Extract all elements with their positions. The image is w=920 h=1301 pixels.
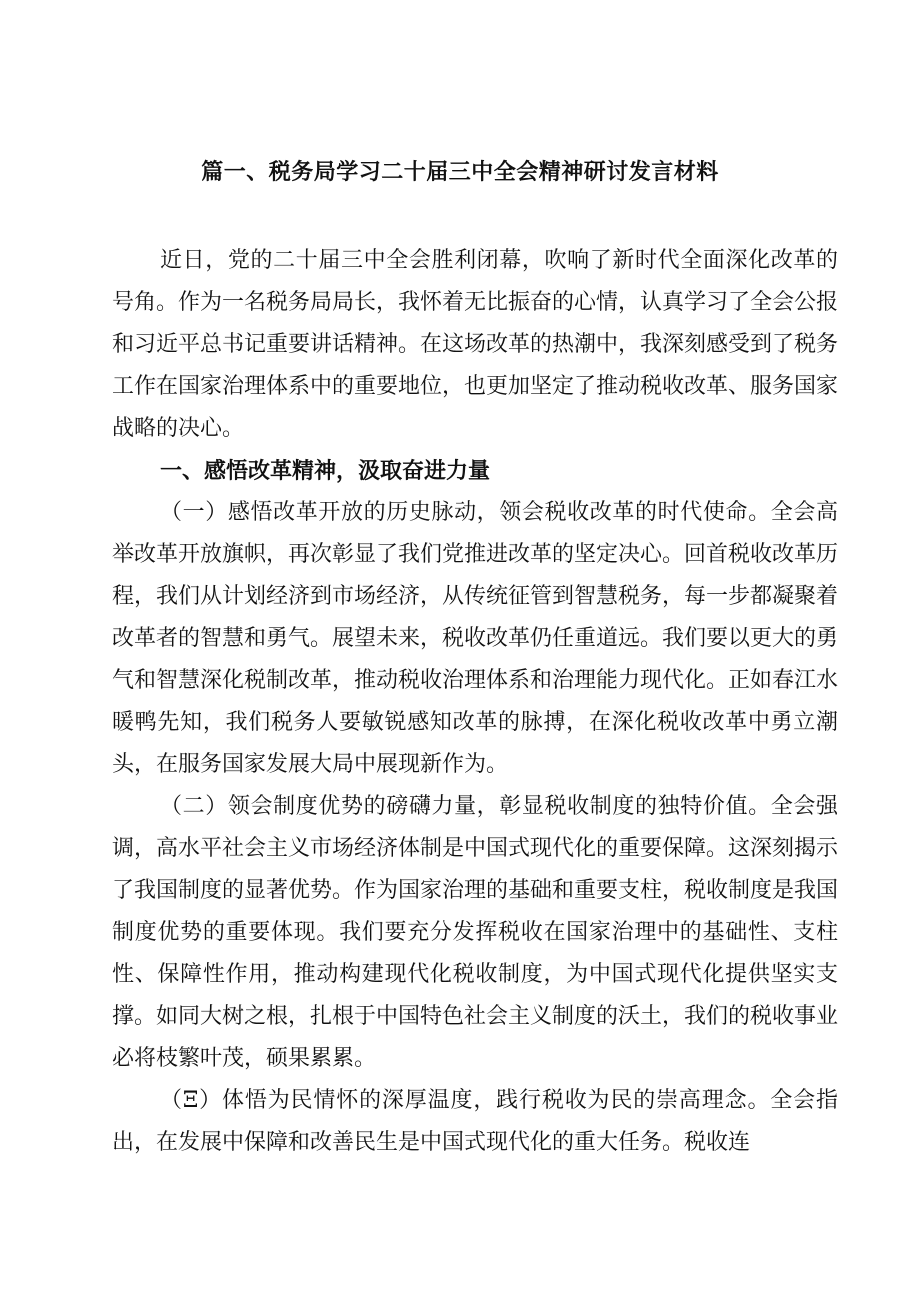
paragraph-1: （一）感悟改革开放的历史脉动，领会税收改革的时代使命。全会高举改革开放旗帜，再次彰显了我们党推进改革的坚定决心。回首税收改革历程，我们从计划经济到市场经济，从传统征管到智慧税务，每一步都凝聚着改革者的智慧和勇气。展望未来，税收改革仍任重道远。我们要以更大的勇气和智慧深化税制改革，推动税收治理体系和治理能力现代化。正如春江水暖鸭先知，我们税务人要敏锐感知改革的脉搏，在深化税收改革中勇立潮头，在服务国家发展大局中展现新作为。 [112, 500, 839, 777]
paragraph-2: （二）领会制度优势的磅礴力量，彰显税收制度的独特价值。全会强调，高水平社会主义市场经济体制是中国式现代化的重要保障。这深刻揭示了我国制度的显著优势。作为国家治理的基础和重要支柱，税收制度是我国制度优势的重要体现。我们要充分发挥税收在国家治理中的基础性、支柱性、保障性作用，推动构建现代化税收制度，为中国式现代化提供坚实支撑。如同大树之根，扎根于中国特色社会主义制度的沃土，我们的税收事业必将枝繁叶茂，硕果累累。 [112, 794, 839, 1071]
document-title: 篇一、税务局学习二十届三中全会精神研讨发言材料 [201, 159, 719, 185]
section-heading: 一、感悟改革精神，汲取奋进力量 [160, 458, 491, 484]
intro-paragraph: 近日，党的二十届三中全会胜利闭幕，吹响了新时代全面深化改革的号角。作为一名税务局局长，我怀着无比振奋的心情，认真学习了全会公报和习近平总书记重要讲话精神。在这场改革的热潮中，我深刻感受到了税务工作在国家治理体系中的重要地位，也更加坚定了推动税收改革、服务国家战略的决心。 [112, 248, 839, 441]
paragraph-3: （Ξ）体悟为民情怀的深厚温度，践行税收为民的崇高理念。全会指出，在发展中保障和改善民生是中国式现代化的重大任务。税收连 [112, 1088, 838, 1155]
document-body [112, 240, 838, 1164]
